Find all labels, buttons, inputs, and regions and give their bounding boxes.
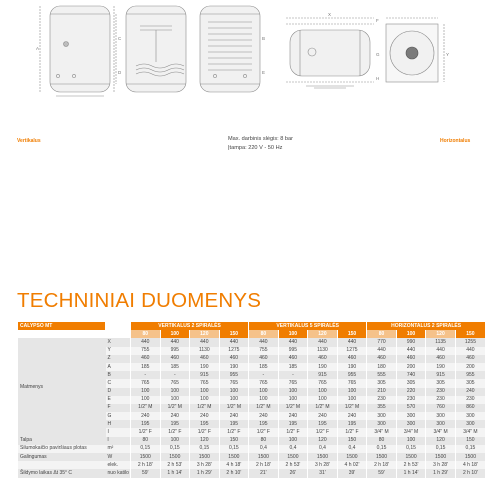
table-row: [18, 338, 486, 346]
blank-cell: [106, 330, 131, 338]
blank-cell: [18, 330, 106, 338]
table-cell: 1500: [308, 453, 338, 461]
table-cell: 195: [337, 420, 367, 428]
table-cell: 995: [160, 347, 190, 355]
table-cell: 240: [278, 412, 308, 420]
table-cell: 240: [308, 412, 338, 420]
table-cell: 200: [455, 363, 485, 371]
dim-letter-y: Y: [446, 52, 450, 57]
horizontal-boiler-side-view: [386, 18, 444, 82]
row-symbol: A: [106, 363, 131, 371]
table-cell: 230: [426, 388, 456, 396]
table-cell: 240: [337, 412, 367, 420]
table-cell: 100: [278, 396, 308, 404]
table-cell: 765: [131, 379, 161, 387]
table-cell: 120: [190, 437, 220, 445]
table-cell: 1/2" M: [131, 404, 161, 412]
table-cell: 0,15: [131, 445, 161, 453]
table-cell: 240: [219, 412, 249, 420]
table-cell: 1/2" M: [278, 404, 308, 412]
row-symbol: l: [106, 437, 131, 445]
row-symbol: elek.: [106, 461, 131, 469]
table-cell: 300: [426, 420, 456, 428]
table-cell: 1500: [131, 453, 161, 461]
table-cell: 440: [455, 347, 485, 355]
row-parameter: Galingumas: [18, 453, 106, 461]
table-cell: 915: [426, 371, 456, 379]
table-cell: 100: [308, 396, 338, 404]
table-cell: 200: [396, 363, 426, 371]
table-cell: 230: [367, 396, 397, 404]
table-cell: 955: [219, 371, 249, 379]
table-row: [18, 461, 486, 469]
table-cell: 460: [455, 355, 485, 363]
capacity-cell: 100: [278, 330, 308, 338]
table-cell: 460: [426, 355, 456, 363]
table-cell: 100: [160, 388, 190, 396]
table-cell: 4 h 18': [455, 461, 485, 469]
table-cell: 1 h 29': [190, 469, 220, 477]
dim-letter-d: D: [118, 70, 122, 75]
vertical-boiler-drawing-1: [40, 6, 116, 96]
table-cell: 440: [160, 338, 190, 346]
table-cell: 1500: [190, 453, 220, 461]
table-cell: 755: [131, 347, 161, 355]
table-cell: 100: [219, 396, 249, 404]
row-symbol: E: [106, 396, 131, 404]
row-symbol: X: [106, 338, 131, 346]
table-cell: 440: [131, 338, 161, 346]
table-cell: 230: [455, 396, 485, 404]
table-cell: 2 h 18': [131, 461, 161, 469]
group-vertical-5: VERTIKALUS 5 SPIRALĖS: [249, 322, 367, 330]
table-cell: 100: [219, 388, 249, 396]
table-cell: 100: [337, 388, 367, 396]
table-cell: 3 h 28': [308, 461, 338, 469]
table-cell: 230: [396, 396, 426, 404]
table-cell: 765: [249, 379, 279, 387]
table-cell: 765: [219, 379, 249, 387]
table-cell: 1500: [396, 453, 426, 461]
spec-voltage: Įtampa: 220 V - 50 Hz: [228, 145, 283, 151]
table-cell: 0,15: [160, 445, 190, 453]
row-symbol: F: [106, 404, 131, 412]
vertical-boiler-drawing-3: [200, 6, 260, 92]
row-parameter: Šilumokaičio paviršiaus plotas: [18, 445, 106, 453]
table-cell: 150: [455, 437, 485, 445]
group-horizontal-2: HORIZONTALUS 2 SPIRALĖS: [367, 322, 485, 330]
table-cell: 1/2" M: [160, 404, 190, 412]
table-cell: 100: [278, 437, 308, 445]
table-cell: 1135: [426, 338, 456, 346]
table-cell: 995: [278, 347, 308, 355]
table-cell: 300: [426, 412, 456, 420]
table-cell: 185: [160, 363, 190, 371]
table-cell: 100: [396, 437, 426, 445]
table-cell: 460: [160, 355, 190, 363]
table-cell: 240: [455, 388, 485, 396]
table-cell: 300: [455, 420, 485, 428]
table-cell: 100: [249, 396, 279, 404]
table-cell: 100: [308, 388, 338, 396]
table-cell: 0,4: [308, 445, 338, 453]
table-cell: 765: [337, 379, 367, 387]
row-symbol: C: [106, 379, 131, 387]
row-symbol: D: [106, 388, 131, 396]
table-cell: 3/4" M: [367, 428, 397, 436]
table-cell: -: [249, 371, 279, 379]
dim-letter-f: F: [376, 18, 379, 23]
table-cell: 0,4: [249, 445, 279, 453]
table-cell: 2 h 53': [396, 461, 426, 469]
table-cell: 1/2" M: [308, 404, 338, 412]
table-cell: 305: [367, 379, 397, 387]
table-cell: 240: [190, 412, 220, 420]
row-parameter: Matmenys: [18, 338, 106, 436]
table-cell: 195: [278, 420, 308, 428]
table-cell: 180: [367, 363, 397, 371]
table-cell: 1 h 14': [160, 469, 190, 477]
table-cell: 355: [367, 404, 397, 412]
capacity-cell: 150: [219, 330, 249, 338]
table-cell: 1/2" F: [278, 428, 308, 436]
table-cell: 460: [278, 355, 308, 363]
table-cell: 860: [455, 404, 485, 412]
boiler-drawings-svg: [0, 0, 500, 122]
table-cell: -: [131, 371, 161, 379]
table-cell: 305: [426, 379, 456, 387]
table-cell: 195: [160, 420, 190, 428]
row-symbol: Y: [106, 347, 131, 355]
table-cell: 3/4" M: [396, 428, 426, 436]
table-cell: 460: [249, 355, 279, 363]
capacity-cell: 150: [455, 330, 485, 338]
row-symbol: H: [106, 420, 131, 428]
table-cell: 1255: [455, 338, 485, 346]
table-cell: 100: [190, 396, 220, 404]
table-cell: 120: [308, 437, 338, 445]
table-cell: 1500: [278, 453, 308, 461]
table-cell: 220: [396, 388, 426, 396]
table-cell: 3 h 28': [426, 461, 456, 469]
table-cell: 0,4: [278, 445, 308, 453]
table-cell: 0,15: [396, 445, 426, 453]
table-cell: 300: [455, 412, 485, 420]
technical-drawings: [0, 0, 500, 122]
table-cell: 1500: [367, 453, 397, 461]
table-cell: 1/2" M: [190, 404, 220, 412]
table-cell: 0,15: [190, 445, 220, 453]
table-cell: 1/2" M: [249, 404, 279, 412]
table-cell: 3 h 28': [190, 461, 220, 469]
row-symbol: I: [106, 428, 131, 436]
table-cell: 3/4" M: [426, 428, 456, 436]
table-capacity-row: [18, 330, 486, 338]
table-cell: 300: [367, 412, 397, 420]
table-cell: 915: [308, 371, 338, 379]
table-cell: -: [160, 371, 190, 379]
table-cell: 3/4" M: [455, 428, 485, 436]
table-cell: 1/2" F: [337, 428, 367, 436]
dim-letter-a: A: [36, 46, 40, 51]
table-cell: 1500: [337, 453, 367, 461]
table-cell: 195: [131, 420, 161, 428]
table-cell: 2 h 53': [160, 461, 190, 469]
capacity-cell: 100: [396, 330, 426, 338]
table-cell: 440: [308, 338, 338, 346]
table-cell: 1 h 14': [396, 469, 426, 477]
table-cell: 300: [396, 412, 426, 420]
table-cell: 305: [455, 379, 485, 387]
table-cell: 2 h 53': [278, 461, 308, 469]
row-symbol: W: [106, 453, 131, 461]
table-cell: 440: [219, 338, 249, 346]
table-cell: 1/2" M: [219, 404, 249, 412]
vertical-caption: Vertikalus: [17, 138, 41, 144]
capacity-cell: 80: [249, 330, 279, 338]
table-cell: 195: [219, 420, 249, 428]
table-cell: 80: [131, 437, 161, 445]
row-parameter: Talpa: [18, 437, 106, 445]
table-cell: 1/2" F: [308, 428, 338, 436]
table-cell: 190: [308, 363, 338, 371]
table-cell: 0,15: [455, 445, 485, 453]
brand-cell: CALYPSO MT: [18, 322, 106, 330]
table-cell: 440: [190, 338, 220, 346]
table-cell: 1/2" M: [337, 404, 367, 412]
spec-pressure: Max. darbinis slėgis: 8 bar: [228, 136, 293, 142]
table-cell: 0,15: [426, 445, 456, 453]
table-cell: 1/2" F: [219, 428, 249, 436]
table-cell: 80: [367, 437, 397, 445]
table-cell: 4 h 02': [337, 461, 367, 469]
capacity-cell: 80: [131, 330, 161, 338]
table-cell: 0,15: [367, 445, 397, 453]
table-cell: 1500: [426, 453, 456, 461]
table-cell: 59': [131, 469, 161, 477]
table-cell: 195: [190, 420, 220, 428]
table-cell: 100: [249, 388, 279, 396]
table-cell: 190: [337, 363, 367, 371]
table-cell: 1 h 29': [426, 469, 456, 477]
table-group-header-row: [18, 322, 486, 330]
table-cell: 21': [249, 469, 279, 477]
table-row: [18, 453, 486, 461]
horizontal-boiler-drawing: [286, 18, 374, 88]
table-cell: 1500: [455, 453, 485, 461]
table-cell: 1130: [190, 347, 220, 355]
table-cell: 440: [278, 338, 308, 346]
table-cell: 195: [249, 420, 279, 428]
dim-letter-g: G: [376, 52, 380, 57]
table-cell: 185: [278, 363, 308, 371]
table-row: [18, 469, 486, 477]
table-cell: 185: [249, 363, 279, 371]
table-cell: 100: [190, 388, 220, 396]
table-cell: 185: [131, 363, 161, 371]
table-cell: 955: [455, 371, 485, 379]
table-cell: 1500: [219, 453, 249, 461]
table-cell: 230: [426, 396, 456, 404]
table-cell: 120: [426, 437, 456, 445]
table-cell: 39': [337, 469, 367, 477]
table-cell: 59': [367, 469, 397, 477]
table-cell: 760: [426, 404, 456, 412]
table-cell: 190: [190, 363, 220, 371]
table-body: [18, 338, 486, 477]
table-cell: 100: [160, 396, 190, 404]
table-cell: 2 h 10': [219, 469, 249, 477]
dim-letter-h: H: [376, 76, 380, 81]
table-cell: 190: [219, 363, 249, 371]
table-cell: 990: [396, 338, 426, 346]
table-cell: 1/2" F: [249, 428, 279, 436]
table-cell: 210: [367, 388, 397, 396]
table-cell: 1500: [249, 453, 279, 461]
row-symbol: B: [106, 371, 131, 379]
table-cell: 765: [278, 379, 308, 387]
table-cell: 26': [278, 469, 308, 477]
table-cell: 955: [337, 371, 367, 379]
group-vertical-2: VERTIKALUS 2 SPIRALĖS: [131, 322, 249, 330]
table-cell: 2 h 18': [249, 461, 279, 469]
table-cell: 190: [426, 363, 456, 371]
table-cell: 300: [396, 420, 426, 428]
table-cell: 440: [249, 338, 279, 346]
table-cell: 4 h 18': [219, 461, 249, 469]
table-row: [18, 437, 486, 445]
table-cell: 0,15: [219, 445, 249, 453]
table-cell: 460: [367, 355, 397, 363]
table-cell: 1/2" F: [131, 428, 161, 436]
table-cell: 195: [308, 420, 338, 428]
table-cell: 460: [396, 355, 426, 363]
table-cell: 150: [337, 437, 367, 445]
table-cell: 440: [367, 347, 397, 355]
table-cell: 100: [131, 396, 161, 404]
table-cell: 440: [337, 338, 367, 346]
capacity-cell: 100: [160, 330, 190, 338]
row-parameter: Šildymo laikas Δt 35° C: [18, 469, 106, 477]
table-cell: 2 h 18': [367, 461, 397, 469]
table-cell: 1500: [160, 453, 190, 461]
table-cell: -: [278, 371, 308, 379]
table-cell: 460: [337, 355, 367, 363]
table-cell: 100: [278, 388, 308, 396]
table-cell: 240: [160, 412, 190, 420]
table-cell: 0,4: [337, 445, 367, 453]
table-cell: 150: [219, 437, 249, 445]
table-cell: 100: [337, 396, 367, 404]
row-symbol: Z: [106, 355, 131, 363]
table-cell: 300: [367, 420, 397, 428]
table-cell: 460: [308, 355, 338, 363]
dim-letter-b: B: [262, 36, 266, 41]
row-symbol: G: [106, 412, 131, 420]
horizontal-caption: Horizontalus: [440, 138, 471, 144]
table-cell: 570: [396, 404, 426, 412]
table-cell: 460: [131, 355, 161, 363]
dim-letter-e: E: [262, 70, 266, 75]
row-symbol: nuo katilo: [107, 469, 129, 476]
table-cell: 1/2" F: [190, 428, 220, 436]
table-cell: 440: [396, 347, 426, 355]
table-cell: 100: [131, 388, 161, 396]
table-cell: 1275: [337, 347, 367, 355]
blank-cell: [106, 322, 131, 330]
table-row: [18, 445, 486, 453]
table-cell: 765: [308, 379, 338, 387]
table-cell: 240: [131, 412, 161, 420]
table-cell: 460: [219, 355, 249, 363]
capacity-cell: 120: [426, 330, 456, 338]
vertical-boiler-drawing-2: [126, 6, 186, 92]
table-cell: 555: [367, 371, 397, 379]
table-cell: 915: [190, 371, 220, 379]
row-symbol: m²: [106, 445, 131, 453]
table-cell: 765: [190, 379, 220, 387]
table-cell: 460: [190, 355, 220, 363]
table-cell: 1275: [219, 347, 249, 355]
dim-letter-x: X: [328, 12, 332, 17]
table-cell: 765: [160, 379, 190, 387]
capacity-cell: 120: [308, 330, 338, 338]
table-cell: 1/2" F: [160, 428, 190, 436]
technical-data-table: [17, 322, 485, 478]
table-cell: 1130: [308, 347, 338, 355]
table-cell: 2 h 10': [455, 469, 485, 477]
table-cell: 100: [160, 437, 190, 445]
capacity-cell: 80: [367, 330, 397, 338]
table-cell: 770: [367, 338, 397, 346]
table-cell: 305: [396, 379, 426, 387]
table-cell: 755: [249, 347, 279, 355]
capacity-cell: 120: [190, 330, 220, 338]
table-cell: 740: [396, 371, 426, 379]
dim-letter-c: C: [118, 36, 122, 41]
table-cell: 80: [249, 437, 279, 445]
row-parameter: [18, 461, 106, 469]
table-cell: 440: [426, 347, 456, 355]
table-cell: 31': [308, 469, 338, 477]
capacity-cell: 150: [337, 330, 367, 338]
page-title: TECHNINIAI DUOMENYS: [17, 289, 262, 312]
table-cell: 240: [249, 412, 279, 420]
